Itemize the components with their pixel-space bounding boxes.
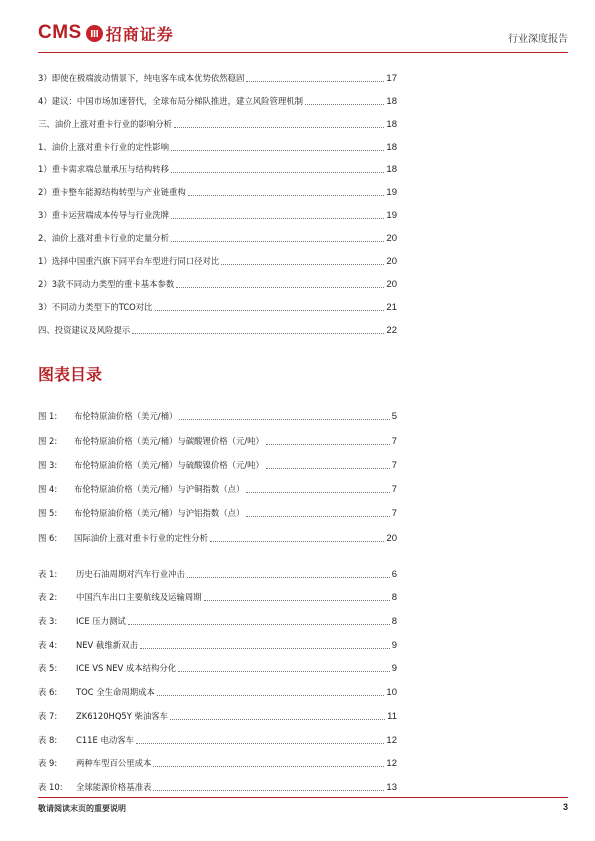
- table-entry[interactable]: [38, 651, 397, 675]
- toc-leader-dots: [157, 695, 385, 696]
- table-page: 11: [387, 710, 397, 722]
- toc-leader-dots: [171, 241, 384, 242]
- figure-entry[interactable]: [38, 398, 397, 422]
- toc-leader-dots: [170, 719, 385, 720]
- figure-list: [38, 398, 397, 544]
- toc-entry-label: 2、油价上涨对重卡行业的定量分析: [38, 233, 169, 244]
- page-header: [38, 18, 568, 48]
- table-page: 6: [391, 568, 397, 580]
- toc-leader-dots: [266, 468, 390, 469]
- toc-entry[interactable]: [38, 267, 397, 290]
- toc-leader-dots: [136, 743, 384, 744]
- table-page: 8: [391, 616, 397, 628]
- footer-disclaimer: 敬请阅读末页的重要说明: [38, 804, 126, 813]
- table-label: ICE VS NEV 成本结构分化: [76, 663, 177, 674]
- figure-number: 图 3:: [38, 459, 58, 470]
- toc-entry[interactable]: [38, 84, 397, 107]
- toc-leader-dots: [171, 218, 384, 219]
- toc-leader-dots: [246, 516, 389, 517]
- table-number: 表 6:: [38, 687, 58, 698]
- figure-entry[interactable]: [38, 447, 397, 471]
- toc-leader-dots: [153, 790, 384, 791]
- toc-entry-page: 20: [386, 233, 397, 245]
- toc-entry-page: 18: [386, 118, 397, 130]
- table-label: 历史石油周期对汽车行业冲击: [76, 568, 185, 579]
- toc-entry[interactable]: [38, 153, 397, 176]
- figure-number: 图 6:: [38, 532, 58, 543]
- table-number: 表 5:: [38, 663, 58, 674]
- table-entry[interactable]: [38, 746, 397, 770]
- figure-number: 图 1:: [38, 411, 58, 422]
- table-entry[interactable]: [38, 556, 397, 580]
- toc-leader-dots: [204, 600, 390, 601]
- figure-page: 7: [391, 484, 397, 496]
- toc-entry-page: 18: [386, 164, 397, 176]
- toc-leader-dots: [171, 150, 384, 151]
- table-number: 表 2:: [38, 592, 58, 603]
- figure-page: 7: [391, 508, 397, 520]
- table-label: ICE 压力测试: [76, 616, 126, 627]
- toc-leader-dots: [210, 541, 384, 542]
- table-entry[interactable]: [38, 674, 397, 698]
- logo-text: CMS: [38, 22, 82, 43]
- toc-entry-page: 22: [386, 324, 397, 336]
- table-page: 12: [386, 758, 397, 770]
- table-label: ZK6120HQ5Y 柴油客车: [76, 710, 169, 721]
- toc-entry[interactable]: [38, 107, 397, 130]
- toc-leader-dots: [171, 172, 384, 173]
- toc-entry-page: 19: [386, 187, 397, 199]
- table-number: 表 10:: [38, 781, 63, 792]
- figure-number: 图 5:: [38, 508, 58, 519]
- toc-leader-dots: [128, 624, 390, 625]
- report-type: 行业深度报告: [508, 34, 568, 45]
- toc-entry[interactable]: [38, 61, 397, 84]
- figure-label: 布伦特原油价格（美元/桶）与沪铝指数（点）: [74, 508, 245, 519]
- table-number: 表 3:: [38, 616, 58, 627]
- footer-divider: [38, 797, 568, 798]
- table-entry[interactable]: [38, 603, 397, 627]
- toc-leader-dots: [179, 419, 389, 420]
- figure-entry[interactable]: [38, 471, 397, 495]
- toc-entry-label: 四、投资建议及风险提示: [38, 324, 131, 335]
- toc-leader-dots: [266, 444, 390, 445]
- toc-leader-dots: [174, 127, 384, 128]
- toc-leader-dots: [246, 492, 389, 493]
- toc-leader-dots: [132, 333, 384, 334]
- table-entry[interactable]: [38, 627, 397, 651]
- toc-leader-dots: [187, 577, 390, 578]
- figure-label: 国际油价上涨对重卡行业的定性分析: [74, 532, 208, 543]
- toc-entry-page: 17: [386, 72, 397, 84]
- table-number: 表 1:: [38, 568, 58, 579]
- page-number: 3: [562, 802, 568, 812]
- table-entry[interactable]: [38, 722, 397, 746]
- table-of-contents: [38, 61, 397, 336]
- toc-entry-page: 20: [386, 278, 397, 290]
- table-page: 9: [391, 663, 397, 675]
- toc-entry-label: 2）重卡整车能源结构转型与产业链重构: [38, 187, 186, 198]
- toc-leader-dots: [246, 81, 384, 82]
- table-page: 10: [386, 687, 397, 699]
- toc-entry-label: 2）3款不同动力类型的重卡基本参数: [38, 278, 175, 289]
- table-page: 8: [391, 592, 397, 604]
- table-page: 12: [386, 734, 397, 746]
- header-divider: [38, 52, 568, 53]
- toc-entry-page: 19: [386, 210, 397, 222]
- table-entry[interactable]: [38, 580, 397, 604]
- table-entry[interactable]: [38, 769, 397, 793]
- toc-entry[interactable]: [38, 221, 397, 244]
- toc-entry-label: 1）选择中国重汽旗下同平台车型进行同口径对比: [38, 256, 220, 267]
- table-number: 表 9:: [38, 758, 58, 769]
- figure-entry[interactable]: [38, 422, 397, 446]
- toc-leader-dots: [140, 648, 390, 649]
- figures-section-title: 图表目录: [38, 365, 103, 384]
- cms-logo: [38, 18, 174, 48]
- toc-entry-label: 4）建议：中国市场加速替代，全球布局分梯队推进，建立风险管理机制: [38, 95, 303, 106]
- toc-entry[interactable]: [38, 175, 397, 198]
- toc-entry-page: 21: [386, 301, 397, 313]
- toc-entry-page: 18: [386, 95, 397, 107]
- toc-leader-dots: [176, 287, 384, 288]
- toc-leader-dots: [305, 104, 384, 105]
- figure-entry[interactable]: [38, 519, 397, 543]
- table-label: NEV 截维新双击: [76, 639, 138, 650]
- logo-emblem-icon: [86, 25, 103, 42]
- toc-leader-dots: [155, 310, 385, 311]
- table-entry[interactable]: [38, 698, 397, 722]
- figure-label: 布伦特原油价格（美元/桶）: [74, 411, 178, 422]
- table-list: [38, 556, 397, 793]
- toc-leader-dots: [188, 195, 385, 196]
- figure-label: 布伦特原油价格（美元/桶）与沪铜指数（点）: [74, 484, 245, 495]
- table-number: 表 8:: [38, 734, 58, 745]
- figure-page: 5: [391, 411, 397, 423]
- figure-label: 布伦特原油价格（美元/桶）与碳酸锂价格（元/吨）: [74, 435, 264, 446]
- figure-number: 图 2:: [38, 435, 58, 446]
- table-page: 9: [391, 639, 397, 651]
- logo-chinese-name: 招商证券: [105, 24, 174, 44]
- toc-entry-page: 20: [386, 256, 397, 268]
- toc-entry-label: 3）即使在极端波动情景下，纯电客车成本优势依然稳固: [38, 72, 245, 83]
- toc-entry-label: 1、油价上涨对重卡行业的定性影响: [38, 141, 169, 152]
- figure-page: 20: [386, 532, 397, 544]
- toc-entry[interactable]: [38, 313, 397, 336]
- toc-leader-dots: [178, 671, 390, 672]
- table-label: 中国汽车出口主要航线及运输周期: [76, 592, 202, 603]
- table-number: 表 4:: [38, 639, 58, 650]
- figure-page: 7: [391, 459, 397, 471]
- toc-entry[interactable]: [38, 130, 397, 153]
- toc-entry[interactable]: [38, 198, 397, 221]
- table-label: 两种车型百公里成本: [76, 758, 152, 769]
- figure-entry[interactable]: [38, 495, 397, 519]
- toc-entry-label: 3）不同动力类型下的TCO对比: [38, 301, 153, 312]
- toc-entry-page: 18: [386, 141, 397, 153]
- table-label: 全球能源价格基准表: [76, 781, 152, 792]
- toc-leader-dots: [221, 264, 384, 265]
- toc-leader-dots: [153, 766, 384, 767]
- table-label: TOC 全生命周期成本: [76, 687, 155, 698]
- toc-entry-label: 三、油价上涨对重卡行业的影响分析: [38, 118, 172, 129]
- table-label: C11E 电动客车: [76, 734, 134, 745]
- table-page: 13: [386, 781, 397, 793]
- table-number: 表 7:: [38, 710, 58, 721]
- figure-page: 7: [391, 435, 397, 447]
- toc-entry-label: 1）重卡需求端总量承压与结构转移: [38, 164, 169, 175]
- toc-entry[interactable]: [38, 244, 397, 267]
- figure-number: 图 4:: [38, 484, 58, 495]
- figure-label: 布伦特原油价格（美元/桶）与硫酸镍价格（元/吨）: [74, 459, 264, 470]
- toc-entry[interactable]: [38, 290, 397, 313]
- toc-entry-label: 3）重卡运营端成本传导与行业洗牌: [38, 210, 169, 221]
